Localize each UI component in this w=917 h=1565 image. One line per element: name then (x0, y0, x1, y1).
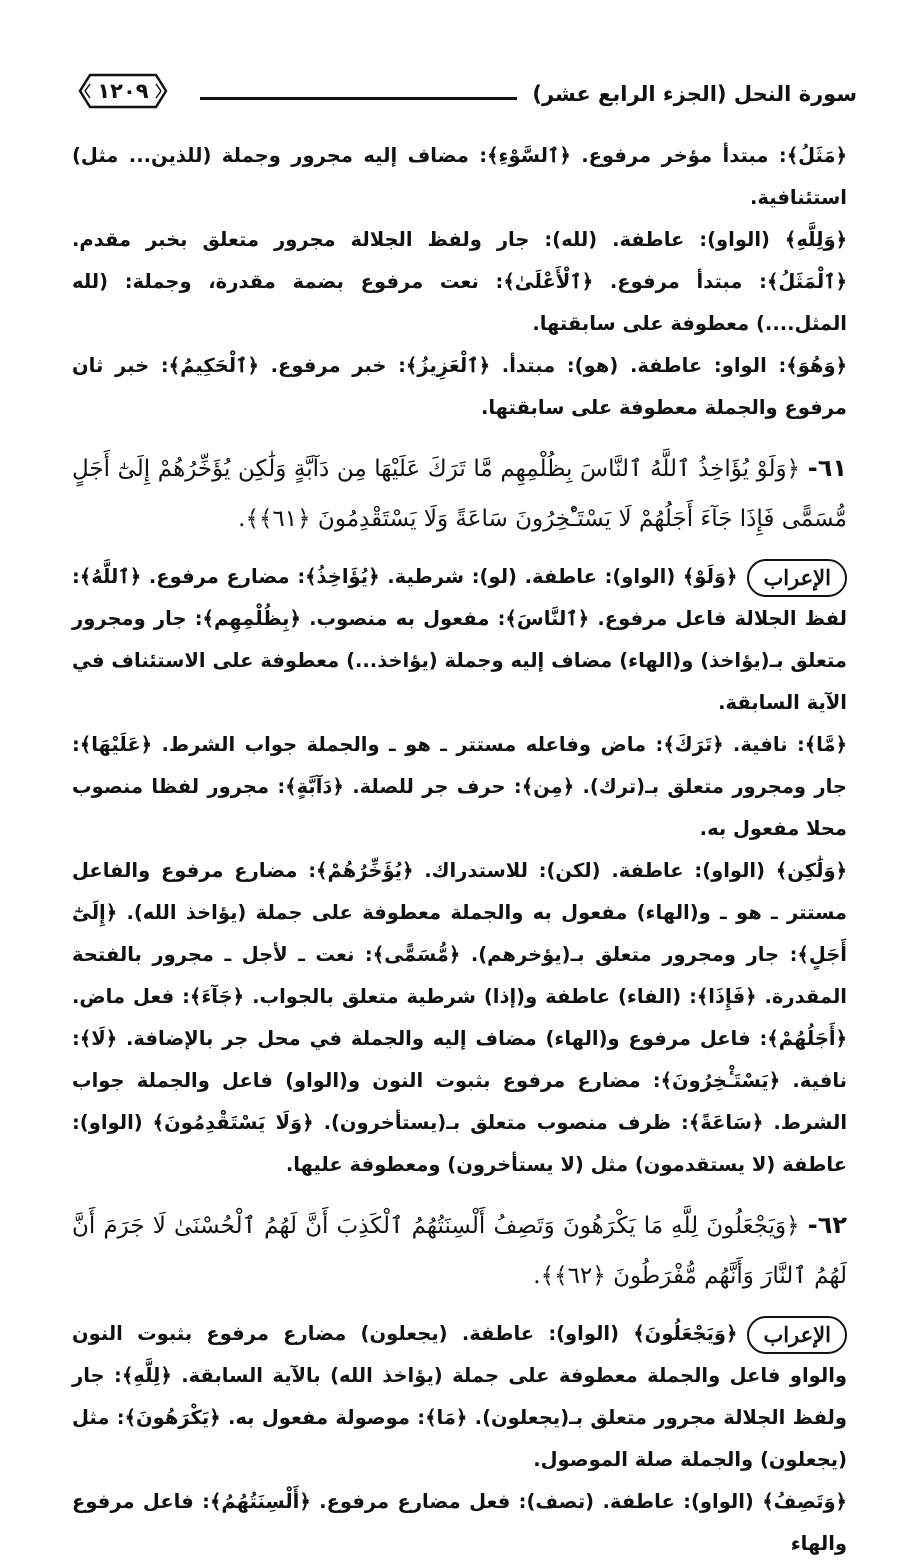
verse-62 (72, 1200, 847, 1301)
irab-paragraph (72, 1313, 847, 1481)
header-rule (200, 97, 517, 100)
main-content (72, 135, 847, 1565)
irab-paragraph: ﴿وَلَٰكِن﴾ (الواو): عاطفة. (لكن): للاستدراك. ﴿يُؤَخِّرُهُمْ﴾: مضارع مرفوع والفاعل مستتر ـ هو ـ و(الهاء) مفعول به والجملة معطوفة على جملة (يؤاخذ الله). ﴿إِلَىٰٓ أَجَلٍ﴾: جار ومجرور متعلق بـ(يؤخرهم). ﴿مُّسَمًّى﴾: نعت ـ لأجل ـ مجرور بالفتحة المقدرة. ﴿فَإِذَا﴾: (الفاء) عاطفة و(إذا) شرطية متعلق بالجواب. ﴿جَآءَ﴾: فعل ماض. ﴿أَجَلُهُمْ﴾: فاعل مرفوع و(الهاء) مضاف إليه والجملة في محل جر بالإضافة. ﴿لَا﴾: نافية. ﴿يَسْتَـْٔخِرُونَ﴾: مضارع مرفوع بثبوت النون و(الواو) فاعل والجملة جواب الشرط. ﴿سَاعَةً﴾: ظرف منصوب متعلق بـ(يستأخرون). ﴿وَلَا يَسْتَقْدِمُونَ﴾ (الواو): عاطفة (لا يستقدمون) مثل (لا يستأخرون) ومعطوفة عليها. (72, 859, 847, 1176)
header-title: سورة النحل (الجزء الرابع عشر) (532, 82, 857, 106)
page-number-frame (78, 72, 168, 110)
irab-text: ﴿وَلَوْ﴾ (الواو): عاطفة. (لو): شرطية. ﴿يُؤَاخِذُ﴾: مضارع مرفوع. ﴿ٱللَّهُ﴾: لفظ الجلالة فاعل مرفوع. ﴿ٱلنَّاسَ﴾: مفعول به منصوب. ﴿بِظُلْمِهِم﴾: جار ومجرور متعلق بـ(يؤاخذ) و(الهاء) مضاف إليه وجملة (يؤاخذ...) معطوفة على الاستئناف في الآية السابقة. (72, 565, 847, 714)
page-number: ١٢٠٩ (97, 79, 149, 103)
verse-number: ٦١- (807, 454, 847, 482)
irab-paragraph: ﴿وَلِلَّهِ﴾ (الواو): عاطفة. (لله): جار ولفظ الجلالة مجرور متعلق بخبر مقدم. ﴿ٱلْمَثَلُ﴾: مبتدأ مرفوع. ﴿ٱلْأَعْلَىٰ﴾: نعت مرفوع بضمة مقدرة، وجملة: (لله المثل....) معطوفة على سابقتها. (72, 228, 847, 335)
irab-paragraph: ﴿وَهُوَ﴾: الواو: عاطفة. (هو): مبتدأ. ﴿ٱلْعَزِيزُ﴾: خبر مرفوع. ﴿ٱلْحَكِيمُ﴾: خبر ثان مرفوع والجملة معطوفة على سابقتها. (72, 354, 847, 419)
verse-61 (72, 443, 847, 544)
page-header (60, 60, 857, 120)
irab-label-badge: الإعراب (747, 559, 847, 597)
irab-text: ﴿وَيَجْعَلُونَ﴾ (الواو): عاطفة. (يجعلون) مضارع مرفوع بثبوت النون والواو فاعل والجملة معطوفة على جملة (يؤاخذ الله) بالآية السابقة. ﴿لِلَّهِ﴾: جار ولفظ الجلالة مجرور متعلق بـ(يجعلون). ﴿مَا﴾: موصولة مفعول به. ﴿يَكْرَهُونَ﴾: مثل (يجعلون) والجملة صلة الموصول. (72, 1322, 847, 1471)
irab-paragraph: ﴿مَّا﴾: نافية. ﴿تَرَكَ﴾: ماض وفاعله مستتر ـ هو ـ والجملة جواب الشرط. ﴿عَلَيْهَا﴾: جار ومجرور متعلق بـ(ترك). ﴿مِن﴾: حرف جر للصلة. ﴿دَآبَّةٍ﴾: مجرور لفظا منصوب محلا مفعول به. (72, 733, 847, 840)
irab-paragraph (72, 556, 847, 724)
verse-number: ٦٢- (807, 1211, 848, 1239)
verse-text: ﴿وَلَوْ يُؤَاخِذُ ٱللَّهُ ٱلنَّاسَ بِظُلْمِهِم مَّا تَرَكَ عَلَيْهَا مِن دَآبَّةٍ وَلَٰكِن يُؤَخِّرُهُمْ إِلَىٰٓ أَجَلٍ مُّسَمًّى فَإِذَا جَآءَ أَجَلُهُمْ لَا يَسْتَـْٔخِرُونَ سَاعَةً وَلَا يَسْتَقْدِمُونَ ﴿٦١﴾﴾. (72, 456, 847, 532)
irab-paragraph: ﴿مَثَلُ﴾: مبتدأ مؤخر مرفوع. ﴿ٱلسَّوْءِ﴾: مضاف إليه مجرور وجملة (للذين... مثل) استئنافية. (72, 144, 847, 209)
irab-label-badge: الإعراب (747, 1316, 847, 1354)
verse-text: ﴿وَيَجْعَلُونَ لِلَّهِ مَا يَكْرَهُونَ وَتَصِفُ أَلْسِنَتُهُمُ ٱلْكَذِبَ أَنَّ لَهُمُ ٱلْحُسْنَىٰ لَا جَرَمَ أَنَّ لَهُمُ ٱلنَّارَ وَأَنَّهُم مُّفْرَطُونَ ﴿٦٢﴾﴾. (72, 1213, 847, 1289)
irab-paragraph: ﴿وَتَصِفُ﴾ (الواو): عاطفة. (تصف): فعل مضارع مرفوع. ﴿أَلْسِنَتُهُمُ﴾: فاعل مرفوع والهاء (72, 1490, 847, 1555)
